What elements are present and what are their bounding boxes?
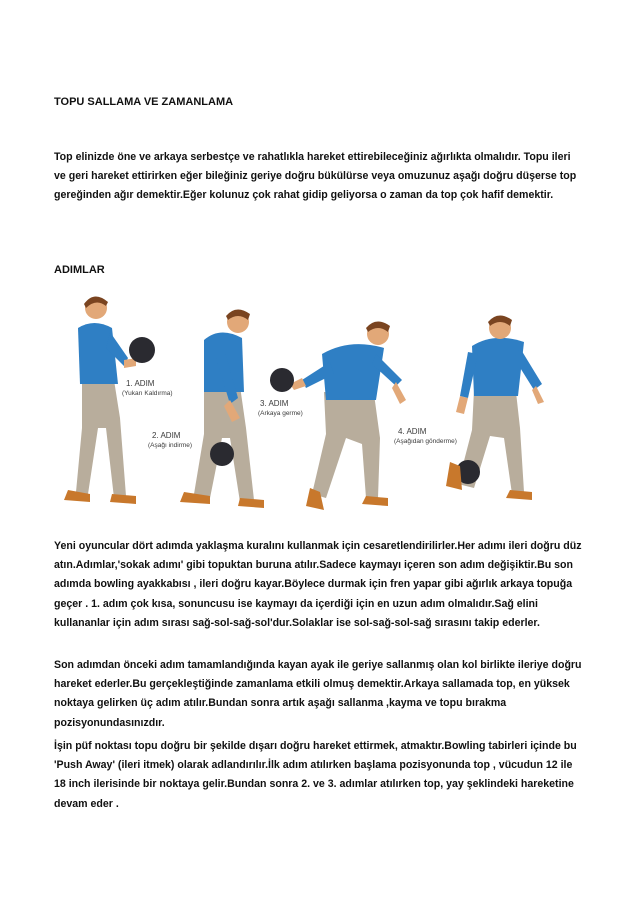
section-heading-steps: ADIMLAR [54, 264, 105, 276]
step-label-1-sub: (Yukarı Kaldırma) [122, 390, 173, 397]
section-heading-swing-timing: TOPU SALLAMA VE ZAMANLAMA [54, 96, 234, 108]
paragraph-push-away: İşin püf noktası topu doğru bir şekilde dışarı doğru hareket ettirmek, atmaktır.Bowling tabirleri içinde bu 'Push Away' (ileri itmek) olarak adlandırılır.İlk adım atılırken başlama pozisyonunda top , vücudun 12 ile 18 inch ilerisinde bir noktaya gelir.Bundan sonra 2. ve 3. adımlar atılırken top, yay şeklindeki hareketine devam eder . [54, 740, 577, 810]
paragraph-four-step-approach: Yeni oyuncular dört adımda yaklaşma kuralını kullanmak için cesaretlendirilirler.Her adımı ileri doğru düz atın.Adımlar,'sokak adımı' gibi topuktan buruna atılır.Sadece kaymayı içeren son adım değişiktir.Bu son adımda bowling ayakkabısı , ileri doğru kayar.Böylece durmak için fren yapar gibi ağırlık arkaya topuğa geçer . 1. adım çok kısa, sonuncusu ise kaymayı da içerdiği için en uzun adım olmalıdır.Sağ elini kullananlar için adım sırası sağ-sol-sağ-sol'dur.Solaklar ise sol-sağ-sol-sağ sırasını takip ederler. [54, 540, 582, 629]
four-step-approach-illustration [54, 288, 566, 526]
step-label-4-title: 4. ADIM [398, 427, 427, 436]
step-label-4-sub: (Aşağıdan gönderme) [394, 438, 457, 445]
paragraph-timing: Son adımdan önceki adım tamamlandığında kayan ayak ile geriye sallanmış olan kol birlikte ileriye doğru hareket ederler.Bu gerçekleştiğinde zamanlama etkili olmuş demektir.Arkaya sallamada top, en yüksek noktaya gelirken üç adım atılır.Bundan sonra artık aşağı sallanma ,kayma ve topu bırakma pozisyonundasınızdır. [54, 659, 582, 729]
step-label-3-title: 3. ADIM [260, 399, 289, 408]
bowler-figure-svg [54, 288, 566, 526]
step-label-2-sub: (Aşağı indirme) [148, 442, 193, 449]
paragraph-ball-weight: Top elinizde öne ve arkaya serbestçe ve rahatlıkla hareket ettirebileceğiniz ağırlıkta olmalıdır. Topu ileri ve geri hareket ettirirken eğer bileğiniz geriye doğru bükülürse veya omuzunuz aşağı doğru düşerse top gereğinden ağır demektir.Eğer kolunuz çok rahat gidip geliyorsa o zaman da top çok hafif demektir. [54, 151, 577, 202]
step-label-2-title: 2. ADIM [152, 431, 181, 440]
step-label-1-title: 1. ADIM [126, 379, 155, 388]
step-label-3-sub: (Arkaya germe) [258, 410, 303, 417]
